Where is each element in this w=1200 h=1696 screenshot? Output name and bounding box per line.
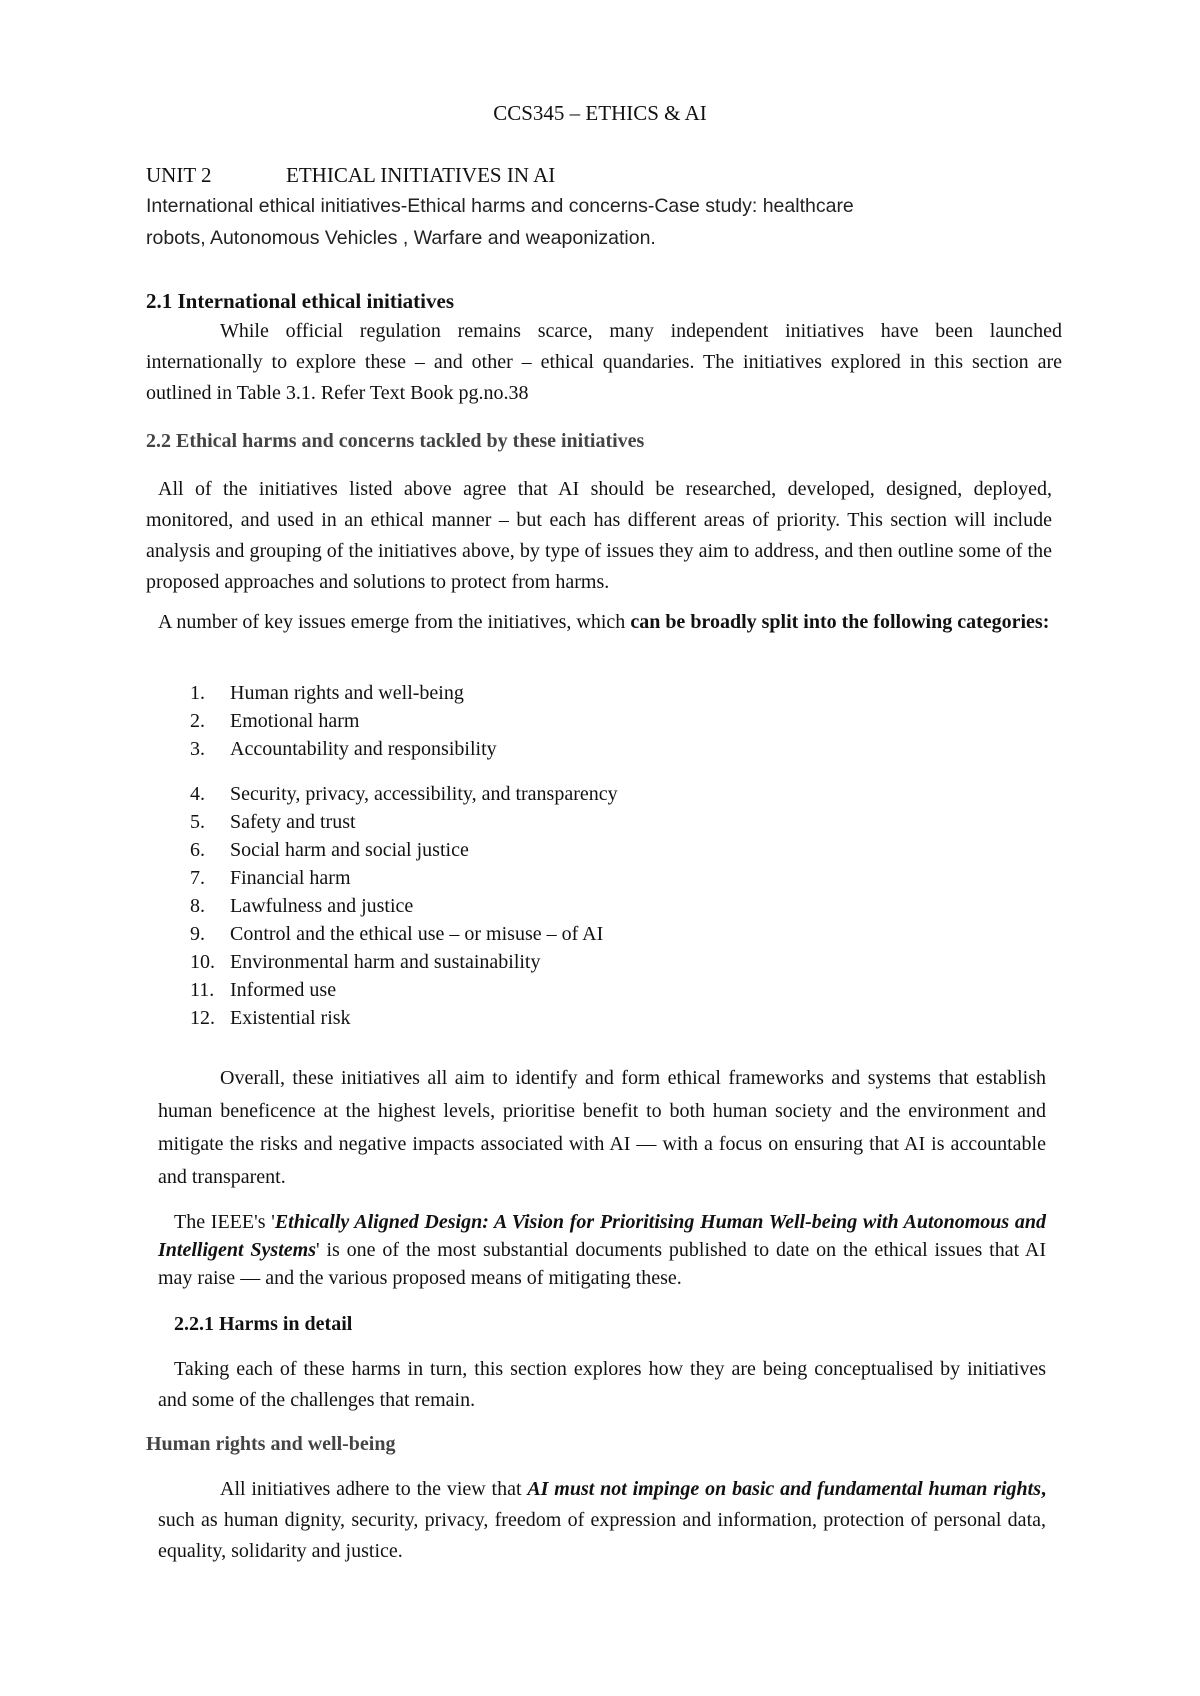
list-item-number: 9.	[190, 923, 205, 945]
human-rights-paragraph	[158, 1474, 1046, 1567]
unit-summary-line-1: International ethical initiatives-Ethical harms and concerns-Case study: healthcare	[146, 195, 854, 217]
ieee-post: ' is one of the most substantial documents published to date on the ethical issues that AI may raise — and the various proposed means of mitigating these.	[158, 1239, 1047, 1289]
list-item-number: 2.	[190, 710, 205, 732]
categories-intro-bold: can be broadly split into the following categories:	[630, 611, 1050, 633]
unit-summary-line-2: robots, Autonomous Vehicles , Warfare and weaponization.	[146, 227, 656, 249]
page-title: CCS345 – ETHICS & AI	[493, 101, 707, 125]
unit-heading	[146, 163, 556, 188]
list-item-text: Social harm and social justice	[230, 839, 469, 861]
list-item-text: Emotional harm	[230, 710, 360, 732]
ieee-pre: The IEEE's '	[174, 1211, 275, 1233]
list-item-number: 6.	[190, 839, 205, 861]
ieee-document-title: Ethically Aligned Design: A Vision for Prioritising Human Well-being with Autonomous and Intelligent Systems	[158, 1211, 1046, 1261]
human-rights-emphasis: AI must not impinge on basic and fundamental human rights	[527, 1478, 1041, 1500]
categories-intro	[158, 607, 1058, 638]
human-rights-pre: All initiatives adhere to the view that	[220, 1478, 528, 1500]
list-item-number: 1.	[190, 682, 205, 704]
unit-label: UNIT 2	[146, 163, 212, 187]
section-2-2-heading: 2.2 Ethical harms and concerns tackled by these initiatives	[146, 430, 645, 452]
list-item-text: Human rights and well-being	[230, 682, 464, 704]
list-item-number: 11.	[190, 979, 215, 1001]
list-item-text: Lawfulness and justice	[230, 895, 414, 917]
list-item-text: Informed use	[230, 979, 337, 1001]
human-rights-heading: Human rights and well-being	[146, 1433, 396, 1455]
list-item-number: 3.	[190, 738, 205, 760]
list-item-number: 4.	[190, 783, 205, 805]
categories-intro-text: A number of key issues emerge from the initiatives, which	[158, 611, 631, 633]
unit-title: ETHICAL INITIATIVES IN AI	[286, 163, 556, 187]
section-2-1-paragraph: While official regulation remains scarce, many independent initiatives have been launched internationally to explore these – and other – ethical quandaries. The initiatives explored in this section are outlined in Table 3.1. Refer Text Book pg.no.38	[146, 320, 1062, 404]
list-item-text: Existential risk	[230, 1007, 351, 1029]
section-2-2-paragraph: All of the initiatives listed above agree that AI should be researched, developed, designed, deployed, monitored, and used in an ethical manner – but each has different areas of priority. This section will include analysis and grouping of the initiatives above, by type of issues they aim to address, and then outline some of the proposed approaches and solutions to protect from harms.	[146, 478, 1052, 593]
list-item-number: 8.	[190, 895, 205, 917]
list-item-text: Environmental harm and sustainability	[230, 951, 541, 973]
list-item-text: Accountability and responsibility	[230, 738, 497, 760]
list-item-text: Safety and trust	[230, 811, 356, 833]
section-2-2-1-paragraph: Taking each of these harms in turn, this section explores how they are being conceptualised by initiatives and some of the challenges that remain.	[158, 1358, 1046, 1411]
list-item-number: 7.	[190, 867, 205, 889]
overall-paragraph: Overall, these initiatives all aim to identify and form ethical frameworks and systems that establish human beneficence at the highest levels, prioritise benefit to both human society and the environment and mitigate the risks and negative impacts associated with AI — with a focus on ensuring that AI is accountable and transparent.	[158, 1067, 1046, 1188]
human-rights-comma: ,	[1041, 1478, 1046, 1500]
list-item-number: 5.	[190, 811, 205, 833]
human-rights-rest: such as human dignity, security, privacy, freedom of expression and information, protection of personal data, equality, solidarity and justice.	[158, 1509, 1046, 1562]
section-2-1-heading: 2.1 International ethical initiatives	[146, 289, 454, 313]
list-item-text: Financial harm	[230, 867, 351, 889]
list-item-text: Security, privacy, accessibility, and transparency	[230, 783, 618, 805]
list-item-number: 12.	[190, 1007, 215, 1029]
list-item-number: 10.	[190, 951, 215, 973]
section-2-2-1-heading: 2.2.1 Harms in detail	[174, 1313, 353, 1335]
list-item-text: Control and the ethical use – or misuse – of AI	[230, 923, 604, 945]
ieee-paragraph	[158, 1208, 1046, 1292]
